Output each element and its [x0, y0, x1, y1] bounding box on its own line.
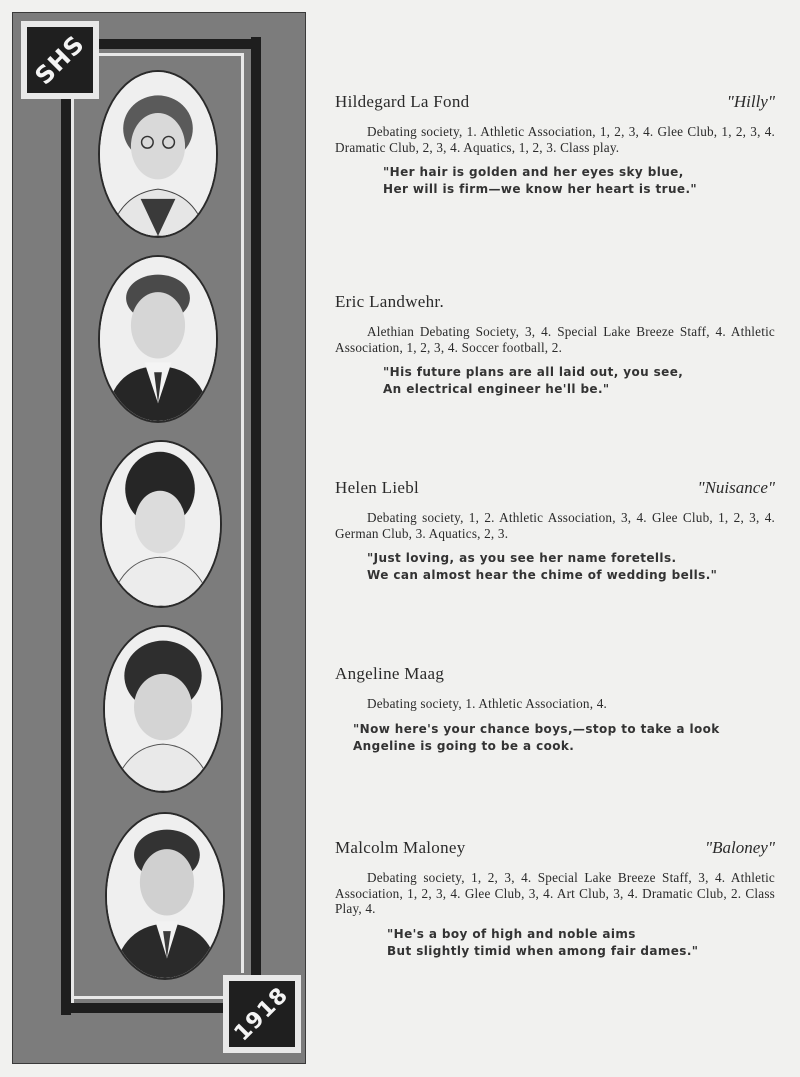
- border-line-bottom: [74, 996, 225, 999]
- senior-entry: [335, 92, 775, 198]
- border-stripe-left: [61, 91, 71, 1015]
- quote-line: "He's a boy of high and noble aims: [387, 926, 636, 941]
- student-nickname: "Baloney": [705, 838, 775, 857]
- shs-emblem: [21, 21, 99, 99]
- student-quote: [335, 550, 775, 584]
- student-name: Malcolm Maloney: [335, 838, 466, 857]
- border-stripe-bottom: [61, 1003, 225, 1013]
- border-line-top: [97, 53, 244, 56]
- student-activities: Debating society, 1, 2, 3, 4. Special Lake Breeze Staff, 3, 4. Athletic Association, 1, 2, 3, 4. Glee Club, 3, 4. Art Club, 3, 4. Dramatic Club, 2. Class Play, 4.: [335, 870, 775, 916]
- student-quote: [335, 926, 775, 960]
- year-emblem-text: 1918: [230, 982, 294, 1046]
- student-name: Eric Landwehr.: [335, 292, 444, 311]
- senior-entry: [335, 838, 775, 960]
- senior-entry: [335, 478, 775, 584]
- portrait-angeline-maag: [103, 625, 223, 793]
- student-name: Angeline Maag: [335, 664, 445, 683]
- quote-line: Angeline is going to be a cook.: [353, 738, 575, 753]
- student-activities: Debating society, 1. Athletic Association, 4.: [367, 696, 607, 711]
- portrait-eric-landwehr: [98, 255, 218, 423]
- student-name: Helen Liebl: [335, 478, 420, 497]
- student-activities: Alethian Debating Society, 3, 4. Special Lake Breeze Staff, 4. Athletic Association, 1, 2, 3, 4. Soccer football, 2.: [335, 324, 775, 355]
- portrait-hildegard-la-fond: [98, 70, 218, 238]
- student-nickname: "Hilly": [726, 92, 775, 111]
- student-activities: Debating society, 1, 2. Athletic Association, 3, 4. Glee Club, 1, 2, 3, 4. German Club, 3. Aquatics, 2, 3.: [335, 510, 775, 541]
- quote-line: "Just loving, as you see her name foretells.: [367, 551, 677, 565]
- border-line-left: [71, 53, 74, 1013]
- year-emblem: [223, 975, 301, 1053]
- quote-line: "His future plans are all laid out, you see,: [383, 365, 684, 379]
- quote-line: But slightly timid when among fair dames.": [387, 943, 699, 958]
- quote-line: Her will is firm—we know her heart is true.": [383, 182, 698, 196]
- border-line-right: [241, 53, 244, 973]
- quote-line: An electrical engineer he'll be.": [383, 382, 610, 396]
- border-stripe-top: [97, 39, 261, 49]
- portrait-helen-liebl: [100, 440, 222, 608]
- student-quote: [335, 164, 775, 198]
- senior-entry: [335, 664, 775, 755]
- quote-line: "Now here's your chance boys,—stop to take a look: [353, 721, 720, 736]
- quote-line: We can almost hear the chime of wedding bells.": [367, 568, 718, 582]
- portrait-malcolm-maloney: [105, 812, 225, 980]
- border-stripe-right: [251, 37, 261, 977]
- student-nickname: "Nuisance": [697, 478, 775, 497]
- shs-emblem-text: SHS: [29, 29, 91, 91]
- senior-entry: [335, 292, 775, 398]
- student-quote: [335, 364, 775, 398]
- student-quote: [335, 721, 775, 755]
- quote-line: "Her hair is golden and her eyes sky blue,: [383, 165, 684, 179]
- student-activities: Debating society, 1. Athletic Association, 1, 2, 3, 4. Glee Club, 1, 2, 3, 4. Dramatic Club, 2, 3, 4. Aquatics, 1, 2, 3. Class play.: [335, 124, 775, 155]
- student-name: Hildegard La Fond: [335, 92, 470, 111]
